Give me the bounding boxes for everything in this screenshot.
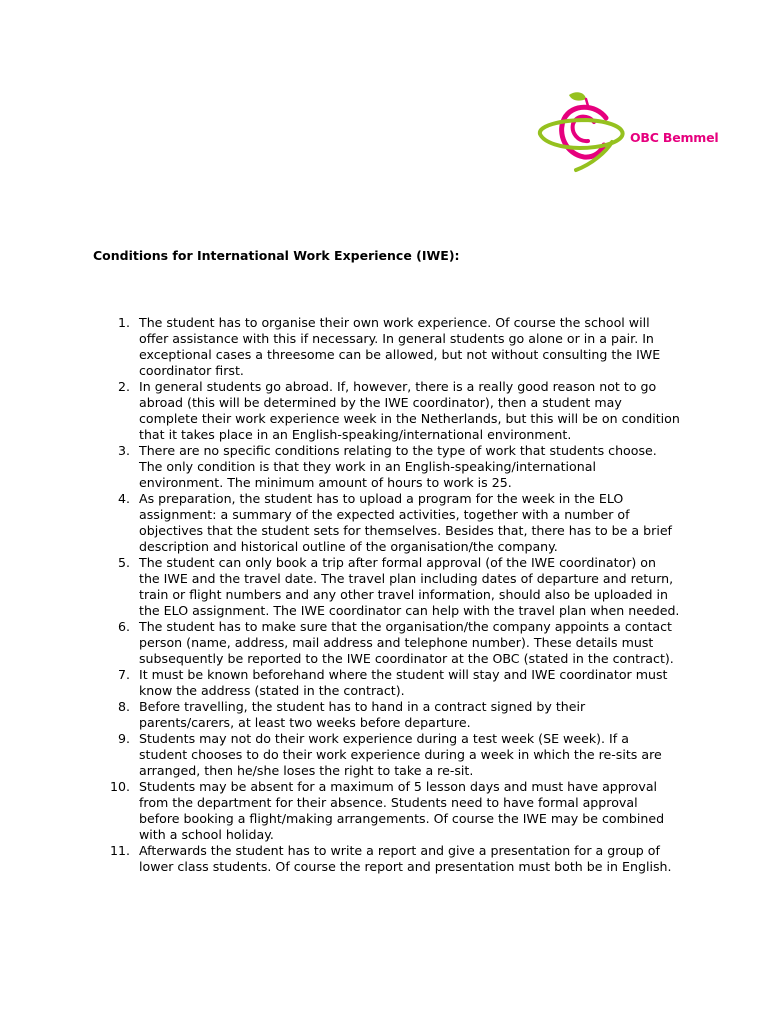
condition-item [110,779,680,843]
condition-number: 1. [117,315,130,330]
condition-item [110,555,680,619]
condition-number: 11. [110,843,131,858]
condition-item [110,379,680,443]
condition-number: 4. [117,491,130,506]
condition-number: 5. [117,555,130,570]
condition-text: There are no specific conditions relating to the type of work that students choose. The only condition is that they work in an English-speaking/international environment. The minimum amount of hours to work is 25. [139,443,657,490]
condition-item [110,315,680,379]
condition-number: 3. [117,443,130,458]
document-title: Conditions for International Work Experience (IWE): [93,248,460,263]
condition-number: 2. [117,379,130,394]
condition-text: It must be known beforehand where the student will stay and IWE coordinator must know the address (stated in the contract). [139,667,668,698]
condition-text: The student has to organise their own work experience. Of course the school will offer assistance with this if necessary. In general students go alone or in a pair. In exceptional cases a threesome can be allowed, but not without consulting the IWE coordinator first. [139,315,661,378]
condition-item [110,699,680,731]
condition-item [110,619,680,667]
logo-wordmark: OBC Bemmel [630,130,719,145]
condition-text: Afterwards the student has to write a report and give a presentation for a group of lower class students. Of course the report and presentation must both be in English. [139,843,672,874]
condition-number: 8. [117,699,130,714]
condition-text: As preparation, the student has to upload a program for the week in the ELO assignment: a summary of the expected activities, together with a number of objectives that the student sets for themselves. Besides that, there has to be a brief description and historical outline of the organisation/the company. [139,491,672,554]
condition-text: Students may be absent for a maximum of 5 lesson days and must have approval from the department for their absence. Students need to have formal approval before booking a flight/making arrangements. Of course the IWE may be combined with a school holiday. [139,779,665,842]
condition-item [110,491,680,555]
condition-text: Students may not do their work experience during a test week (SE week). If a student chooses to do their work experience during a week in which the re-sits are arranged, then he/she loses the right to take a re-sit. [139,731,662,778]
condition-text: In general students go abroad. If, however, there is a really good reason not to go abroad (this will be determined by the IWE coordinator), then a student may complete their work experience week in the Netherlands, but this will be on condition that it takes place in an English-speaking/international environment. [139,379,680,442]
condition-item [110,667,680,699]
condition-number: 10. [110,779,131,794]
condition-number: 6. [117,619,130,634]
condition-text: Before travelling, the student has to hand in a contract signed by their parents/carers, at least two weeks before departure. [139,699,586,730]
condition-number: 7. [117,667,130,682]
condition-number: 9. [117,731,130,746]
conditions-list [110,315,680,875]
condition-text: The student has to make sure that the organisation/the company appoints a contact person (name, address, mail address and telephone number). These details must subsequently be reported to the IWE coordinator at the OBC (stated in the contract). [139,619,674,666]
condition-item [110,731,680,779]
obc-bemmel-logo [536,90,726,180]
apple-orbit-icon [536,90,630,180]
condition-item [110,843,680,875]
condition-item [110,443,680,491]
condition-text: The student can only book a trip after formal approval (of the IWE coordinator) on the IWE and the travel date. The travel plan including dates of departure and return, train or flight numbers and any other travel information, should also be uploaded in the ELO assignment. The IWE coordinator can help with the travel plan when needed. [139,555,680,618]
